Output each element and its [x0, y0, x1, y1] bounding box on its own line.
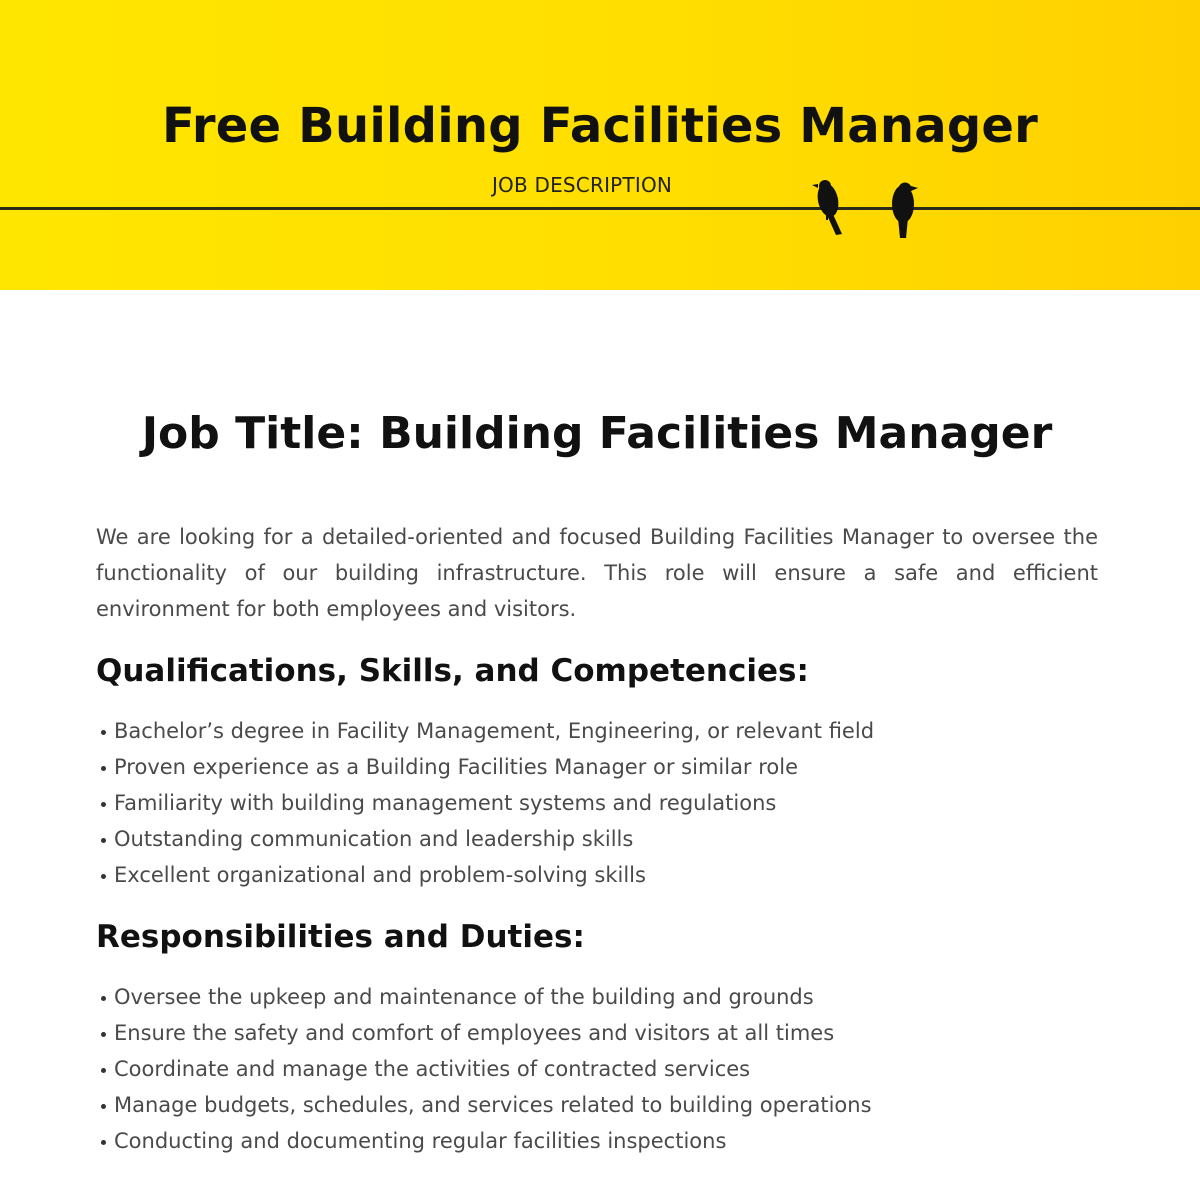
list-item: Proven experience as a Building Facilities Manager or similar role — [96, 749, 1098, 785]
birds-on-wire-icon — [812, 178, 922, 240]
list-item: Manage budgets, schedules, and services related to building operations — [96, 1087, 1098, 1123]
header-subtitle: JOB DESCRIPTION — [491, 173, 673, 197]
job-title: Job Title: Building Facilities Manager — [141, 408, 1053, 459]
list-item: Excellent organizational and problem-solving skills — [96, 857, 1098, 893]
list-item: Bachelor’s degree in Facility Management, Engineering, or relevant field — [96, 713, 1098, 749]
intro-paragraph: We are looking for a detailed-oriented and focused Building Facilities Manager to oversee the functionality of our building infrastructure. This role will ensure a safe and efficient environment for both employees and visitors. — [96, 525, 1098, 621]
responsibilities-heading: Responsibilities and Duties: — [96, 919, 585, 955]
list-item: Oversee the upkeep and maintenance of the building and grounds — [96, 979, 1098, 1015]
bird-left-icon — [812, 180, 842, 235]
header-banner — [0, 0, 1200, 290]
document-body — [96, 290, 1098, 1159]
qualifications-list — [96, 713, 1098, 893]
list-item: Familiarity with building management systems and regulations — [96, 785, 1098, 821]
bird-right-icon — [892, 183, 918, 239]
power-line — [0, 207, 1200, 210]
header-title: Free Building Facilities Manager — [161, 98, 1039, 154]
list-item: Outstanding communication and leadership skills — [96, 821, 1098, 857]
list-item: Coordinate and manage the activities of contracted services — [96, 1051, 1098, 1087]
responsibilities-list — [96, 979, 1098, 1159]
list-item: Ensure the safety and comfort of employees and visitors at all times — [96, 1015, 1098, 1051]
list-item: Conducting and documenting regular facilities inspections — [96, 1123, 1098, 1159]
qualifications-heading: Qualifications, Skills, and Competencies: — [96, 653, 809, 689]
